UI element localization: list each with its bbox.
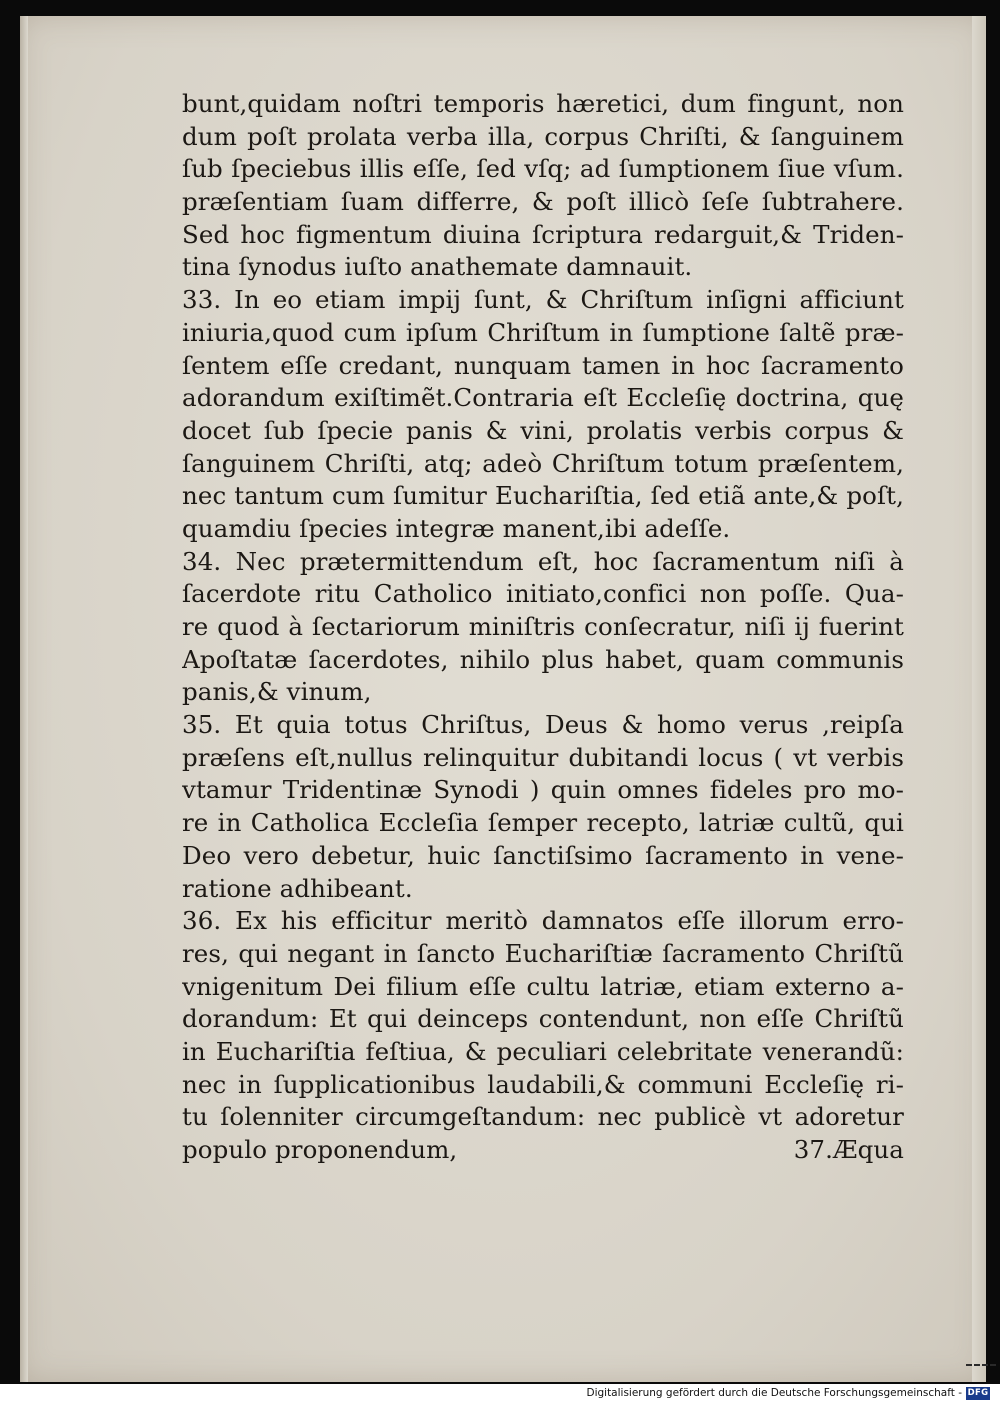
text-line: nec in ſupplicationibus laudabili,& communi Eccleſię ri-: [182, 1069, 904, 1099]
text-line: panis,& vinum,: [182, 677, 372, 707]
text-line: docet ſub ſpecie panis & vini, prolatis verbis corpus &: [182, 415, 904, 445]
scanned-page: [20, 16, 986, 1382]
text-line: vtamur Tridentinæ Synodi ) quin omnes fideles pro mo-: [182, 775, 904, 805]
text-line: ſub ſpeciebus illis eſſe, ſed vſq; ad ſumptionem ſiue vſum.: [182, 154, 904, 184]
text-line: 33. In eo etiam impij ſunt, & Chriſtum inſigni afficiunt: [182, 285, 904, 315]
dfg-logo: DFG: [967, 1388, 989, 1398]
text-line: nec tantum cum ſumitur Euchariſtia, ſed etiã ante,& poſt,: [182, 481, 904, 511]
text-line: vnigenitum Dei filium eſſe cultu latriæ, etiam externo a-: [182, 971, 904, 1001]
text-line: Sed hoc figmentum diuina ſcriptura redarguit,& Triden-: [182, 219, 904, 249]
text-line: ſentem eſſe credant, nunquam tamen in hoc ſacramento: [182, 350, 904, 380]
text-line: Deo vero debetur, huic ſanctiſsimo ſacramento in vene-: [182, 840, 904, 870]
page-edge-left: [20, 16, 28, 1382]
funding-notice: Digitalisierung gefördert durch die Deutsche Forschungsgemeinschaft -: [586, 1387, 962, 1399]
text-line: Apoſtatæ ſacerdotes, nihilo plus habet, quam communis: [182, 644, 904, 674]
text-line: re in Catholica Eccleſia ſemper recepto, latriæ cultũ, qui: [182, 808, 904, 838]
final-line: [182, 1134, 904, 1167]
final-line-text: populo proponendum,: [182, 1135, 458, 1164]
text-line: dum poſt prolata verba illa, corpus Chriſti, & ſanguinem: [182, 121, 904, 151]
text-line: ſanguinem Chriſti, atq; adeò Chriſtum totum præſentem,: [182, 448, 904, 478]
text-line: præſentiam ſuam differre, & poſt illicò ſeſe ſubtrahere.: [182, 187, 904, 217]
footer-bar: [0, 1384, 1000, 1404]
text-line: adorandum exiſtimẽt.Contraria eſt Eccleſię doctrina, quę: [182, 383, 904, 413]
text-line: ratione adhibeant.: [182, 873, 413, 903]
text-line: in Euchariſtia feſtiua, & peculiari celebritate venerandũ:: [182, 1036, 904, 1066]
text-line: bunt,quidam noſtri temporis hæretici, dum fingunt, non: [182, 89, 904, 118]
text-line: ſacerdote ritu Catholico initiato,confici non poſſe. Qua-: [182, 579, 904, 609]
text-line: iniuria,quod cum ipſum Chriſtum in ſumptione ſaltẽ præ-: [182, 317, 904, 347]
text-line: tina ſynodus iuſto anathemate damnauit.: [182, 252, 693, 282]
text-line: quamdiu ſpecies integræ manent,ibi adeſſe.: [182, 513, 731, 543]
body-text: [182, 88, 904, 1167]
catchword: 37.Æqua: [793, 1135, 904, 1164]
page-edge-right: [972, 16, 986, 1382]
text-line: præſens eſt,nullus relinquitur dubitandi locus ( vt verbis: [182, 742, 904, 772]
text-line: 36. Ex his efficitur meritò damnatos eſſe illorum erro-: [182, 906, 904, 936]
text-line: 34. Nec prætermittendum eſt, hoc ſacramentum niſi à: [182, 546, 904, 576]
text-line: 35. Et quia totus Chriſtus, Deus & homo verus ,reipſa: [182, 710, 904, 740]
text-line: tu ſolenniter circumgeſtandum: nec publicè vt adoretur: [182, 1102, 904, 1132]
text-line: res, qui negant in ſancto Euchariſtiæ ſacramento Chriſtũ: [182, 938, 904, 968]
text-line: dorandum: Et qui deinceps contendunt, non eſſe Chriſtũ: [182, 1004, 904, 1034]
scan-edge-marks: [966, 1364, 996, 1370]
text-line: re quod à ſectariorum miniſtris conſecratur, niſi ij fuerint: [182, 612, 904, 641]
